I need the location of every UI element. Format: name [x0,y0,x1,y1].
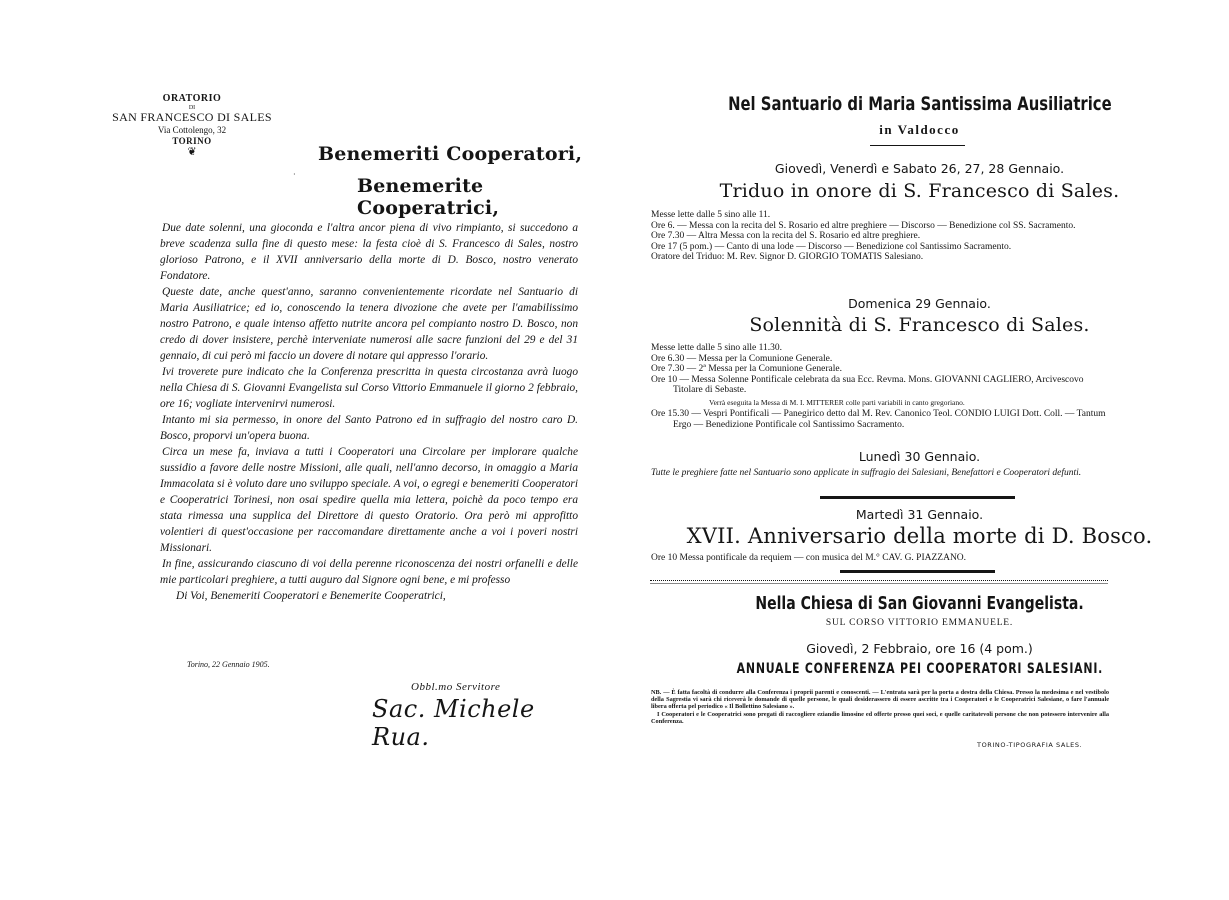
church-title: Nella Chiesa di San Giovanni Evangelista. [755,593,1084,614]
letterhead-city: TORINO [172,135,212,146]
letterhead-org: ORATORIO [162,93,222,104]
program-subtitle: in Valdocco [879,122,960,137]
anniversario-title: XVII. Anniversario della morte di D. Bosco. [686,524,1153,548]
nb-paragraph: NB. — È fatta facoltà di condurre alla Conferenza i proprii parenti e conoscenti. — L'entrata sarà per la porta a destra della Chiesa. Presso la medesima e nel vestibolo della Sagrestia vi sarà chi riceverà le domande di quelle persone, le quali desiderassero di essere ascritte tra i Cooperatori e le Cooperatrici Salesiane, o fare l'annuale libera offerta pel periodico « Il Bollettino Salesiano ». [651,689,1109,711]
letter-dateline: Torino, 22 Gennaio 1905. [187,660,270,669]
conference-date: Giovedì, 2 Febbraio, ore 16 (4 pom.) [806,641,1033,656]
left-page [0,0,600,900]
program-title: Nel Santuario di Maria Santissima Ausiliatrice [727,93,1112,115]
letter-paragraph: Intanto mi sia permesso, in onore del Santo Patrono ed in suffragio del nostro caro D. Bosco, proporvi un'opera buona. [160,414,578,442]
letterhead [112,93,272,159]
schedule-line: Oratore del Triduo: M. Rev. Signor D. GIORGIO TOMATIS Salesiano. [651,252,924,263]
nb-paragraph: I Cooperatori e le Cooperatrici sono pregati di raccogliere eziandio limosine ed offerte presso quei soci, e quelle caritatevoli persone che non potessero intervenire alla Conferenza. [651,710,1109,725]
schedule-line: Ore 10 Messa pontificale da requiem — con musica del M.° CAV. G. PIAZZANO. [651,553,967,563]
schedule-note: Verrà eseguita la Messa di M. I. MITTERER colle parti variabili in canto gregoriano. [709,397,965,407]
signature: Sac. Michele Rua. [372,695,535,751]
schedule-line: Ore 6.30 — Messa per la Comunione Generale. [651,353,833,364]
letter-paragraph: Circa un mese fa, inviava a tutti i Cooperatori una Circolare per implorare qualche sussidio a favore delle nostre Missioni, alle quali, nell'anno decorso, in omaggio a Maria Immacolata si è voluto dare uno sviluppo speciale. A voi, o egregi e benemeriti Cooperatori e Cooperatrici Torinesi, non osai spedire quella mia lettera, poichè da poco tempo era stata rimessa una supplica del Direttore di questo Oratorio. Ora però mi approfitto volentieri di quest'occasione per raccomandare direttamente anche a voi i poveri nostri Missionari. [160,446,578,554]
solennita-schedule [651,343,1106,430]
church-subtitle: SUL CORSO VITTORIO EMMANUELE. [825,618,1014,628]
triduo-title: Triduo in onore di S. Francesco di Sales. [719,180,1120,202]
schedule-line: Ore 10 — Messa Solenne Pontificale celebrata da sua Ecc. Revma. Mons. GIOVANNI CAGLIERO, Arcivescovo Titolare di Sebaste. [651,374,1084,396]
letterhead-di: DI [188,104,196,111]
letter-body [160,220,578,604]
printer-imprint: TORINO-TIPOGRAFIA SALES. [977,741,1083,749]
solennita-title: Solennità di S. Francesco di Sales. [749,314,1090,336]
conference-title: ANNUALE CONFERENZA PEI COOPERATORI SALESIANI. [736,661,1103,677]
letter-paragraph: Ivi troverete pure indicato che la Conferenza prescritta in questa circostanza avrà luogo nella Chiesa di S. Giovanni Evangelista sul Corso Vittorio Emmanuele il giorno 2 febbraio, ore 16; vogliate intervenirvi numerosi. [160,366,578,410]
dot-mark: · [293,170,296,179]
salutation-cooperatrici: Benemerite Cooperatrici, [357,175,500,219]
letter-paragraph: In fine, assicurando ciascuno di voi della perenne riconoscenza dei nostri orfanelli e delle mie particolari preghiere, a tutti auguro dal Signore ogni bene, e mi professo [160,558,578,586]
right-page [610,0,1229,900]
schedule-line: Ore 7.30 — Altra Messa con la recita del S. Rosario ed altre preghiere. [651,231,921,242]
letterhead-saint: SAN FRANCESCO DI SALES [112,110,272,125]
schedule-line: Messe lette dalle 5 sino alle 11.30. [651,343,783,353]
suffragio-note: Tutte le preghiere fatte nel Santuario sono applicate in suffragio dei Salesiani, Benefattori e Cooperatori defunti. [651,468,1082,478]
letter-paragraph: Due date solenni, una gioconda e l'altra ancor piena di vivo rimpianto, si succedono a breve scadenza sulla fine di questo mese: la festa cioè di S. Francesco di Sales, nostro glorioso Patrono, e il XVII anniversario della morte di D. Bosco, nostro venerato Fondatore. [160,222,578,282]
letter-closing: Obbl.mo Servitore [411,681,501,693]
lunedi-date: Lunedì 30 Gennaio. [858,449,981,464]
letter-paragraph: Di Voi, Benemeriti Cooperatori e Benemerite Cooperatrici, [176,590,446,602]
nb-notice [651,689,1109,725]
schedule-line: Ore 7.30 — 2ª Messa per la Comunione Generale. [651,364,842,375]
letter-paragraph: Queste date, anche quest'anno, saranno convenientemente ricordate nel Santuario di Maria Ausiliatrice; ed io, conoscendo la tenera divozione che avete per l'amabilissimo nostro Patrono, e quale intenso affetto nutrite ancora pel compianto nostro D. Bosco, non credo di dover insistere, perchè interveniate numerosi alle sacre funzioni del 29 e del 31 gennaio, di cui però mi faccio un dovere di notare qui appresso l'orario. [160,286,578,362]
salutation-cooperatori: Benemeriti Cooperatori, [318,143,583,165]
schedule-line: Ore 6. — Messa con la recita del S. Rosario ed altre preghiere — Discorso — Benedizione col SS. Sacramento. [651,220,1076,231]
schedule-line: Ore 15.30 — Vespri Pontificali — Panegirico detto dal M. Rev. Canonico Teol. CONDIO LUIGI Dott. Coll. — Tantum Ergo — Benedizione Pontificale col Santissimo Sacramento. [651,408,1106,430]
solennita-date: Domenica 29 Gennaio. [848,296,991,311]
divider-line [650,583,1108,584]
divider-wavy [650,580,1108,581]
emblem-icon: ❦ [187,145,197,158]
martedi-date: Martedì 31 Gennaio. [855,507,984,522]
schedule-line: Messe lette dalle 5 sino alle 11. [651,210,771,220]
divider-bar [820,496,1015,499]
divider [870,145,965,146]
schedule-line: Ore 17 (5 pom.) — Canto di una lode — Discorso — Benedizione col Santissimo Sacramento. [651,241,1012,252]
triduo-date: Giovedì, Venerdì e Sabato 26, 27, 28 Gennaio. [774,161,1065,176]
letterhead-address: Via Cottolengo, 32 [157,125,227,136]
anniversario-schedule [651,553,1106,564]
triduo-schedule [651,210,1106,263]
divider-bar [840,570,995,573]
